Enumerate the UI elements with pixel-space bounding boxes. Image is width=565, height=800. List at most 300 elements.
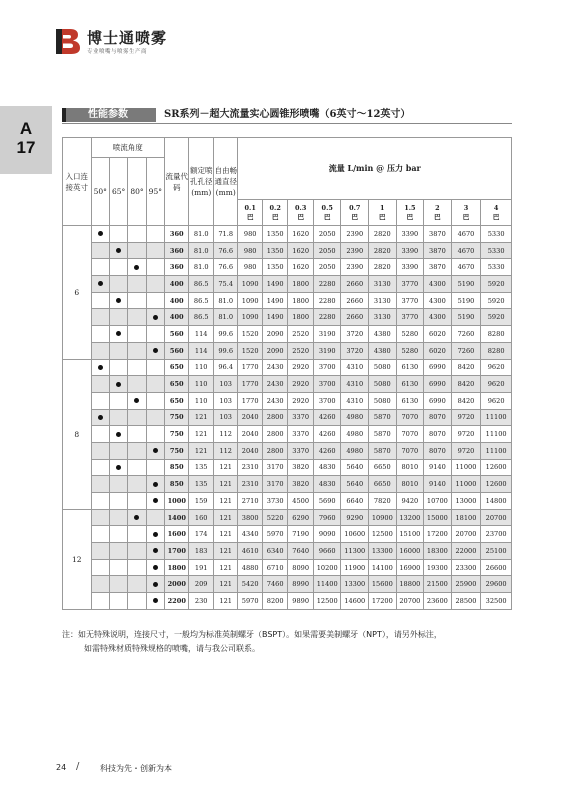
free-passage: 99.6 (213, 342, 237, 359)
flow-value: 3770 (396, 309, 424, 326)
header-flow-title: 流量 L/min @ 压力 bar (238, 138, 512, 200)
flow-code: 650 (165, 359, 189, 376)
flow-value: 13300 (369, 543, 397, 560)
orifice-diameter: 121 (189, 409, 213, 426)
flow-value: 2310 (238, 476, 262, 493)
flow-value: 11000 (451, 459, 481, 476)
flow-value: 8010 (396, 476, 424, 493)
table-row (63, 259, 512, 276)
flow-value: 3370 (288, 409, 314, 426)
free-passage: 121 (213, 559, 237, 576)
flow-value: 1090 (238, 276, 262, 293)
table-row (63, 543, 512, 560)
selected-dot-icon (153, 315, 158, 320)
chapter-letter: A (19, 119, 33, 138)
angle-cell (91, 559, 109, 576)
flow-value: 3770 (396, 276, 424, 293)
flow-value: 6990 (424, 376, 452, 393)
selected-dot-icon (116, 465, 121, 470)
pressure-unit: 巴 (297, 212, 304, 221)
angle-cell (146, 292, 164, 309)
pressure-unit: 巴 (406, 212, 414, 221)
flow-code: 750 (165, 442, 189, 459)
flow-code: 850 (165, 459, 189, 476)
flow-value: 5870 (369, 442, 397, 459)
angle-cell (146, 259, 164, 276)
flow-value: 5870 (369, 409, 397, 426)
selected-dot-icon (116, 382, 121, 387)
free-passage: 96.4 (213, 359, 237, 376)
selected-dot-icon (134, 398, 139, 403)
flow-value: 2660 (341, 292, 369, 309)
flow-value: 5190 (451, 276, 481, 293)
free-passage: 99.6 (213, 326, 237, 343)
angle-cell (128, 442, 146, 459)
free-passage: 121 (213, 593, 237, 610)
selected-dot-icon (153, 598, 158, 603)
footnote-line-1: 注：如无特殊说明，连接尺寸，一般均为标准英制螺牙（BSPT）。如果需要美制螺牙（NPT），请另外标注， (62, 630, 442, 639)
free-passage: 121 (213, 543, 237, 560)
flow-value: 23300 (451, 559, 481, 576)
flow-value: 2660 (341, 276, 369, 293)
header-orifice: 额定喷孔孔径(mm) (189, 138, 213, 226)
pressure-value: 1 (380, 203, 385, 212)
angle-cell (146, 509, 164, 526)
flow-value: 2660 (341, 309, 369, 326)
flow-value: 2520 (288, 326, 314, 343)
flow-value: 2820 (369, 226, 397, 243)
flow-value: 5970 (262, 526, 288, 543)
orifice-diameter: 230 (189, 593, 213, 610)
flow-value: 6650 (369, 476, 397, 493)
flow-value: 20700 (481, 509, 512, 526)
header-angle: 80° (128, 158, 146, 226)
free-passage: 103 (213, 392, 237, 409)
header-angle: 50° (91, 158, 109, 226)
flow-value: 1090 (238, 292, 262, 309)
angle-cell (109, 342, 127, 359)
flow-value: 13300 (341, 576, 369, 593)
flow-value: 4980 (341, 409, 369, 426)
flow-value: 2280 (313, 292, 341, 309)
angle-cell (91, 292, 109, 309)
flow-value: 6020 (424, 342, 452, 359)
orifice-diameter: 81.0 (189, 259, 213, 276)
angle-cell (146, 309, 164, 326)
chapter-tab (0, 106, 52, 174)
angle-cell (146, 493, 164, 510)
footnote-line-2: 如需特殊材质特殊规格的喷嘴，请与我公司联系。 (84, 644, 260, 653)
table-row (63, 392, 512, 409)
flow-value: 16000 (396, 543, 424, 560)
angle-cell (128, 242, 146, 259)
selected-dot-icon (153, 482, 158, 487)
flow-value: 3870 (424, 242, 452, 259)
flow-value: 11900 (341, 559, 369, 576)
flow-value: 10700 (424, 493, 452, 510)
angle-cell (128, 559, 146, 576)
angle-cell (91, 242, 109, 259)
angle-cell (109, 426, 127, 443)
orifice-diameter: 81.0 (189, 242, 213, 259)
angle-cell (146, 409, 164, 426)
free-passage: 76.6 (213, 259, 237, 276)
flow-value: 9890 (288, 593, 314, 610)
free-passage: 103 (213, 409, 237, 426)
selected-dot-icon (116, 331, 121, 336)
footnote (62, 628, 532, 656)
angle-cell (128, 426, 146, 443)
flow-value: 6340 (262, 543, 288, 560)
flow-value: 5920 (481, 276, 512, 293)
flow-value: 4300 (424, 309, 452, 326)
flow-value: 9620 (481, 376, 512, 393)
flow-value: 2040 (238, 426, 262, 443)
header-pressure (313, 200, 341, 226)
flow-code: 2000 (165, 576, 189, 593)
flow-value: 2920 (288, 392, 314, 409)
angle-cell (109, 576, 127, 593)
pressure-value: 0.3 (295, 203, 307, 212)
table-row (63, 559, 512, 576)
flow-value: 7070 (396, 409, 424, 426)
selected-dot-icon (134, 515, 139, 520)
performance-table-wrap (62, 137, 512, 610)
page-number: 24 (56, 763, 67, 772)
flow-value: 9090 (313, 526, 341, 543)
flow-value: 11400 (313, 576, 341, 593)
flow-value: 4670 (451, 242, 481, 259)
flow-value: 7190 (288, 526, 314, 543)
flow-value: 2280 (313, 276, 341, 293)
flow-value: 9620 (481, 392, 512, 409)
orifice-diameter: 110 (189, 359, 213, 376)
table-row (63, 326, 512, 343)
pressure-value: 2 (435, 203, 440, 212)
header-flow-code: 流量代码 (165, 138, 189, 226)
flow-value: 8010 (396, 459, 424, 476)
flow-value: 2920 (288, 359, 314, 376)
angle-cell (91, 593, 109, 610)
flow-value: 2520 (288, 342, 314, 359)
orifice-diameter: 81.0 (189, 226, 213, 243)
flow-value: 3700 (313, 359, 341, 376)
header-pressure (424, 200, 452, 226)
flow-value: 11000 (451, 476, 481, 493)
flow-value: 4830 (313, 476, 341, 493)
section-header (62, 108, 512, 124)
flow-value: 2430 (262, 392, 288, 409)
selected-dot-icon (153, 498, 158, 503)
flow-value: 4830 (313, 459, 341, 476)
flow-value: 2040 (238, 442, 262, 459)
flow-value: 18100 (451, 509, 481, 526)
flow-value: 18300 (424, 543, 452, 560)
table-row (63, 476, 512, 493)
free-passage: 121 (213, 576, 237, 593)
pressure-unit: 巴 (271, 212, 279, 221)
flow-value: 8200 (262, 593, 288, 610)
free-passage: 121 (213, 526, 237, 543)
angle-cell (91, 459, 109, 476)
flow-value: 4310 (341, 359, 369, 376)
pressure-unit: 巴 (434, 212, 441, 221)
flow-value: 2090 (262, 326, 288, 343)
section-divider (62, 123, 512, 124)
flow-value: 1620 (288, 226, 314, 243)
flow-value: 6990 (424, 392, 452, 409)
flow-code: 850 (165, 476, 189, 493)
flow-value: 3700 (313, 376, 341, 393)
header-angle: 95° (146, 158, 164, 226)
flow-value: 5190 (451, 292, 481, 309)
angle-cell (146, 459, 164, 476)
brand-logo-icon (54, 26, 82, 56)
angle-cell (109, 309, 127, 326)
angle-cell (91, 359, 109, 376)
flow-value: 10900 (369, 509, 397, 526)
flow-value: 5080 (369, 376, 397, 393)
angle-cell (109, 276, 127, 293)
inlet-size: 6 (63, 226, 92, 360)
header-spray-angle: 喷流角度 (91, 138, 164, 158)
free-passage: 121 (213, 509, 237, 526)
flow-value: 3820 (288, 476, 314, 493)
flow-value: 7960 (313, 509, 341, 526)
orifice-diameter: 209 (189, 576, 213, 593)
flow-value: 9660 (313, 543, 341, 560)
flow-code: 400 (165, 276, 189, 293)
flow-value: 4310 (341, 376, 369, 393)
orifice-diameter: 121 (189, 442, 213, 459)
flow-value: 1490 (262, 276, 288, 293)
table-row (63, 242, 512, 259)
flow-value: 4980 (341, 426, 369, 443)
flow-code: 1700 (165, 543, 189, 560)
flow-value: 17200 (369, 593, 397, 610)
flow-value: 5080 (369, 392, 397, 409)
selected-dot-icon (153, 565, 158, 570)
flow-value: 1090 (238, 309, 262, 326)
flow-value: 14100 (369, 559, 397, 576)
section-tag-label: 性能参数 (88, 109, 128, 120)
orifice-diameter: 183 (189, 543, 213, 560)
flow-value: 11100 (481, 442, 512, 459)
header-pressure (396, 200, 424, 226)
flow-value: 2050 (313, 259, 341, 276)
flow-value: 3170 (262, 459, 288, 476)
angle-cell (128, 276, 146, 293)
angle-cell (128, 593, 146, 610)
flow-value: 3770 (396, 292, 424, 309)
angle-cell (128, 309, 146, 326)
flow-value: 1770 (238, 376, 262, 393)
angle-cell (128, 259, 146, 276)
flow-value: 4260 (313, 426, 341, 443)
free-passage: 81.0 (213, 292, 237, 309)
flow-value: 1800 (288, 292, 314, 309)
angle-cell (91, 309, 109, 326)
header-pressure (341, 200, 369, 226)
header-pressure (262, 200, 288, 226)
angle-cell (109, 476, 127, 493)
flow-value: 7070 (396, 426, 424, 443)
flow-value: 1490 (262, 292, 288, 309)
free-passage: 121 (213, 459, 237, 476)
angle-cell (91, 226, 109, 243)
selected-dot-icon (153, 532, 158, 537)
angle-cell (128, 509, 146, 526)
flow-value: 2820 (369, 242, 397, 259)
free-passage: 71.8 (213, 226, 237, 243)
flow-value: 5330 (481, 226, 512, 243)
flow-value: 3190 (313, 326, 341, 343)
table-row (63, 226, 512, 243)
flow-value: 5870 (369, 426, 397, 443)
orifice-diameter: 160 (189, 509, 213, 526)
angle-cell (128, 493, 146, 510)
flow-value: 2800 (262, 409, 288, 426)
angle-cell (91, 526, 109, 543)
flow-value: 2390 (341, 226, 369, 243)
flow-value: 4310 (341, 392, 369, 409)
flow-value: 7820 (369, 493, 397, 510)
flow-value: 20700 (451, 526, 481, 543)
flow-value: 5220 (262, 509, 288, 526)
flow-value: 8420 (451, 376, 481, 393)
angle-cell (146, 559, 164, 576)
flow-value: 980 (238, 226, 262, 243)
flow-value: 9140 (424, 476, 452, 493)
flow-value: 3870 (424, 259, 452, 276)
header-inlet: 入口连接英寸 (63, 138, 92, 226)
table-row (63, 442, 512, 459)
angle-cell (128, 226, 146, 243)
flow-value: 1770 (238, 359, 262, 376)
flow-value: 13000 (451, 493, 481, 510)
angle-cell (128, 459, 146, 476)
angle-cell (109, 376, 127, 393)
free-passage: 81.0 (213, 309, 237, 326)
angle-cell (146, 276, 164, 293)
table-header (63, 138, 512, 226)
angle-cell (91, 259, 109, 276)
angle-cell (146, 392, 164, 409)
flow-value: 4380 (369, 342, 397, 359)
angle-cell (91, 326, 109, 343)
flow-value: 1490 (262, 309, 288, 326)
selected-dot-icon (153, 448, 158, 453)
angle-cell (109, 509, 127, 526)
angle-cell (146, 342, 164, 359)
flow-value: 1620 (288, 242, 314, 259)
flow-value: 2800 (262, 442, 288, 459)
flow-code: 1600 (165, 526, 189, 543)
flow-value: 12600 (481, 459, 512, 476)
flow-value: 10600 (341, 526, 369, 543)
flow-value: 14600 (341, 593, 369, 610)
flow-value: 2280 (313, 309, 341, 326)
free-passage: 75.4 (213, 276, 237, 293)
flow-value: 980 (238, 259, 262, 276)
flow-code: 2200 (165, 593, 189, 610)
flow-value: 2710 (238, 493, 262, 510)
pressure-value: 0.5 (321, 203, 333, 212)
pressure-value: 0.1 (244, 203, 256, 212)
flow-value: 1350 (262, 259, 288, 276)
flow-value: 16900 (396, 559, 424, 576)
flow-value: 3370 (288, 442, 314, 459)
flow-value: 2050 (313, 226, 341, 243)
angle-cell (109, 593, 127, 610)
table-row (63, 276, 512, 293)
flow-code: 400 (165, 292, 189, 309)
flow-value: 5420 (238, 576, 262, 593)
angle-cell (146, 526, 164, 543)
flow-value: 13200 (396, 509, 424, 526)
flow-value: 6290 (288, 509, 314, 526)
flow-code: 750 (165, 409, 189, 426)
flow-value: 11100 (481, 409, 512, 426)
performance-table (62, 137, 512, 610)
flow-value: 5640 (341, 476, 369, 493)
pressure-value: 3 (463, 203, 469, 212)
flow-value: 4880 (238, 559, 262, 576)
flow-value: 1800 (288, 276, 314, 293)
flow-value: 4260 (313, 442, 341, 459)
angle-cell (109, 559, 127, 576)
angle-cell (109, 392, 127, 409)
flow-value: 5280 (396, 342, 424, 359)
flow-value: 4380 (369, 326, 397, 343)
angle-cell (146, 359, 164, 376)
angle-cell (146, 326, 164, 343)
flow-value: 2390 (341, 259, 369, 276)
flow-value: 32500 (481, 593, 512, 610)
header-pressure (369, 200, 397, 226)
angle-cell (128, 342, 146, 359)
selected-dot-icon (116, 298, 121, 303)
flow-value: 25900 (451, 576, 481, 593)
flow-value: 980 (238, 242, 262, 259)
flow-value: 5690 (313, 493, 341, 510)
flow-value: 26600 (481, 559, 512, 576)
selected-dot-icon (116, 248, 121, 253)
flow-value: 4260 (313, 409, 341, 426)
pressure-unit: 巴 (323, 212, 331, 221)
flow-value: 8280 (481, 342, 512, 359)
table-row (63, 292, 512, 309)
free-passage: 112 (213, 426, 237, 443)
flow-value: 3720 (341, 342, 369, 359)
orifice-diameter: 159 (189, 493, 213, 510)
angle-cell (109, 543, 127, 560)
free-passage: 121 (213, 493, 237, 510)
pressure-unit: 巴 (351, 212, 358, 221)
flow-value: 25100 (481, 543, 512, 560)
pressure-value: 0.2 (269, 203, 281, 212)
angle-cell (128, 292, 146, 309)
angle-cell (91, 493, 109, 510)
flow-value: 2430 (262, 359, 288, 376)
table-row (63, 309, 512, 326)
selected-dot-icon (98, 281, 103, 286)
flow-value: 2920 (288, 376, 314, 393)
flow-value: 2050 (313, 242, 341, 259)
flow-value: 19300 (424, 559, 452, 576)
flow-value: 3870 (424, 226, 452, 243)
selected-dot-icon (98, 365, 103, 370)
